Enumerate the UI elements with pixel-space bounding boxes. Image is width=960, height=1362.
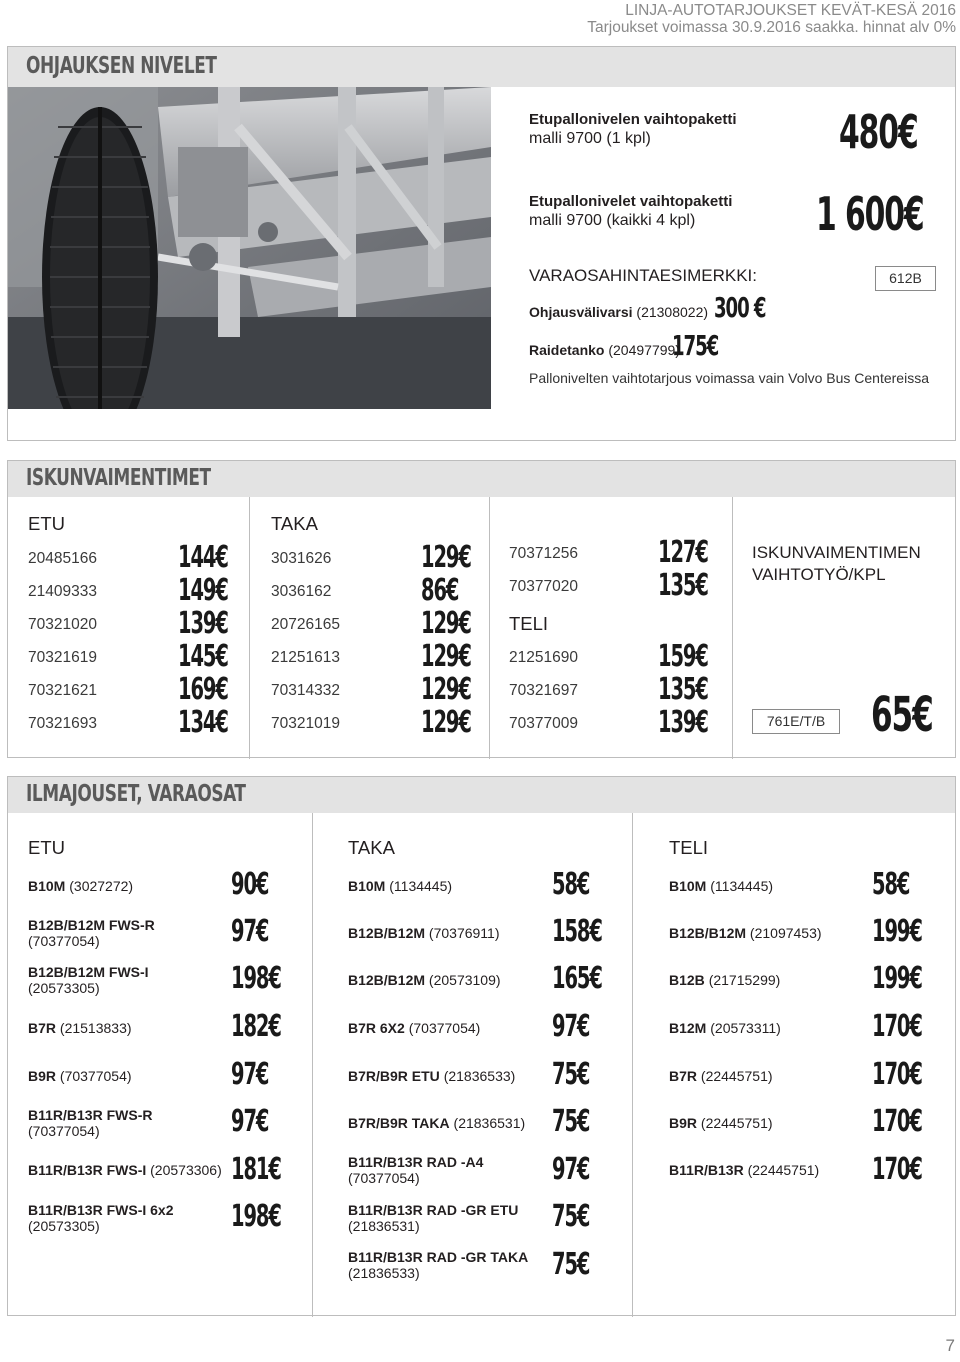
- section-title: OHJAUKSEN NIVELET: [26, 53, 217, 79]
- section-title-bar: [8, 47, 955, 87]
- campaign-title: LINJA-AUTOTARJOUKSET KEVÄT-KESÄ 2016: [625, 2, 956, 19]
- part-code: 70321621: [28, 682, 97, 699]
- list-item: B10M (3027272): [28, 878, 134, 894]
- list-item: B12B/B12M (20573109): [348, 972, 501, 988]
- part-code: 20726165: [271, 616, 340, 633]
- part-price: 144€: [178, 540, 228, 575]
- example-2-price: 175€: [672, 329, 719, 362]
- part-code: 70321019: [271, 715, 340, 732]
- item-price: 97€: [231, 1057, 269, 1092]
- item-price: 75€: [552, 1057, 590, 1092]
- work-title-line-2: VAIHTOTYÖ/KPL: [752, 565, 886, 584]
- part-price: 149€: [178, 573, 228, 608]
- item-price: 97€: [552, 1152, 590, 1187]
- list-item: B7R 6X2 (70377054): [348, 1020, 481, 1036]
- list-item: B7R/B9R TAKA (21836531): [348, 1115, 526, 1131]
- part-code: 70321693: [28, 715, 97, 732]
- example-2-name: Raidetanko: [529, 342, 605, 358]
- list-item: B11R/B13R RAD -GR ETU (21836531): [348, 1202, 519, 1234]
- code-box: 612B: [875, 266, 936, 291]
- part-price: 139€: [178, 606, 228, 641]
- chassis-photo: [8, 87, 491, 409]
- offer-1: [529, 111, 737, 148]
- item-price: 182€: [231, 1009, 281, 1044]
- item-price: 75€: [552, 1104, 590, 1139]
- list-item: B12M (20573311): [669, 1020, 781, 1036]
- part-code: 70371256: [509, 545, 578, 562]
- offer-1-name: Etupallonivelen vaihtopaketti: [529, 111, 737, 128]
- part-code: 21251690: [509, 649, 578, 666]
- item-price: 97€: [552, 1009, 590, 1044]
- item-price: 75€: [552, 1247, 590, 1282]
- item-price: 97€: [231, 1104, 269, 1139]
- example-1: [529, 304, 708, 320]
- list-item: B7R (22445751): [669, 1068, 773, 1084]
- offer-2-detail: malli 9700 (kaikki 4 kpl): [529, 212, 696, 229]
- item-price: 75€: [552, 1199, 590, 1234]
- list-item: B11R/B13R FWS-I 6x2 (20573305): [28, 1202, 174, 1234]
- item-price: 170€: [872, 1057, 922, 1092]
- item-price: 199€: [872, 914, 922, 949]
- item-price: 181€: [231, 1152, 281, 1187]
- offer-2: [529, 193, 732, 230]
- example-2-part: (20497799): [608, 342, 680, 358]
- offer-1-detail: malli 9700 (1 kpl): [529, 130, 651, 147]
- work-price: 65€: [871, 687, 933, 743]
- list-item: B12B/B12M FWS-R (70377054): [28, 917, 155, 949]
- example-1-name: Ohjausvälivarsi: [529, 304, 633, 320]
- item-price: 165€: [552, 961, 602, 996]
- section-title: ILMAJOUSET, VARAOSAT: [26, 781, 246, 807]
- section-title-bar: [8, 461, 955, 497]
- item-price: 158€: [552, 914, 602, 949]
- col-teli-label: TELI: [509, 613, 549, 634]
- part-price: 127€: [658, 535, 708, 570]
- example-1-part: (21308022): [636, 304, 709, 320]
- list-item: B11R/B13R FWS-I (20573306): [28, 1162, 222, 1178]
- part-code: 70314332: [271, 682, 340, 699]
- list-item: B12B/B12M FWS-I (20573305): [28, 964, 149, 996]
- part-price: 86€: [421, 573, 459, 608]
- section-title: ISKUNVAIMENTIMET: [26, 465, 211, 491]
- part-price: 139€: [658, 705, 708, 740]
- list-item: B9R (22445751): [669, 1115, 773, 1131]
- item-price: 170€: [872, 1104, 922, 1139]
- part-price: 135€: [658, 672, 708, 707]
- item-price: 90€: [231, 867, 269, 902]
- part-code: 21409333: [28, 583, 97, 600]
- part-price: 129€: [421, 672, 471, 707]
- part-code: 70321020: [28, 616, 97, 633]
- part-price: 129€: [421, 639, 471, 674]
- list-item: B11R/B13R RAD -GR TAKA (21836533): [348, 1249, 529, 1281]
- part-price: 145€: [178, 639, 228, 674]
- item-price: 170€: [872, 1009, 922, 1044]
- list-item: B7R (21513833): [28, 1020, 132, 1036]
- offer-2-price: 1 600€: [816, 187, 924, 241]
- example-2: [529, 342, 680, 358]
- part-price: 129€: [421, 705, 471, 740]
- page-header: [587, 2, 956, 36]
- part-price: 159€: [658, 639, 708, 674]
- item-price: 58€: [872, 867, 910, 902]
- page-number: 7: [945, 1336, 955, 1355]
- validity-note: Tarjoukset voimassa 30.9.2016 saakka. hinnat alv 0%: [587, 19, 956, 36]
- list-item: B10M (1134445): [669, 878, 774, 894]
- col-label: TELI: [669, 837, 709, 858]
- list-item: B11R/B13R RAD -A4 (70377054): [348, 1154, 484, 1186]
- part-code: 21251613: [271, 649, 340, 666]
- offer-2-name: Etupallonivelet vaihtopaketti: [529, 193, 733, 210]
- offer-1-price: 480€: [839, 105, 918, 159]
- col-label: ETU: [28, 837, 65, 858]
- part-code: 3031626: [271, 550, 332, 567]
- list-item: B10M (1134445): [348, 878, 453, 894]
- col-label: TAKA: [348, 837, 395, 858]
- list-item: B12B/B12M (21097453): [669, 925, 822, 941]
- part-price: 135€: [658, 568, 708, 603]
- item-price: 58€: [552, 867, 590, 902]
- list-item: B12B/B12M (70376911): [348, 925, 500, 941]
- part-code: 70377009: [509, 715, 578, 732]
- col-etu-label: ETU: [28, 513, 65, 534]
- item-price: 97€: [231, 914, 269, 949]
- work-code-box: 761E/T/B: [752, 709, 840, 734]
- item-price: 170€: [872, 1152, 922, 1187]
- part-code: 3036162: [271, 583, 332, 600]
- item-price: 198€: [231, 1199, 281, 1234]
- part-code: 70377020: [509, 578, 578, 595]
- steering-joints-section: [7, 46, 956, 441]
- shock-absorbers-section: [7, 460, 956, 758]
- part-code: 70321619: [28, 649, 97, 666]
- example-1-price: 300 €: [714, 291, 766, 324]
- item-price: 199€: [872, 961, 922, 996]
- item-price: 198€: [231, 961, 281, 996]
- part-code: 70321697: [509, 682, 578, 699]
- example-heading: VARAOSAHINTAESIMERKKI:: [529, 266, 757, 285]
- list-item: B11R/B13R FWS-R (70377054): [28, 1107, 153, 1139]
- col-taka-label: TAKA: [271, 513, 318, 534]
- work-title: [752, 542, 921, 586]
- part-code: 20485166: [28, 550, 97, 567]
- list-item: B7R/B9R ETU (21836533): [348, 1068, 516, 1084]
- list-item: B11R/B13R (22445751): [669, 1162, 820, 1178]
- work-title-line-1: ISKUNVAIMENTIMEN: [752, 543, 921, 562]
- part-price: 129€: [421, 606, 471, 641]
- part-price: 134€: [178, 705, 228, 740]
- part-price: 169€: [178, 672, 228, 707]
- air-springs-section: [7, 776, 956, 1316]
- list-item: B9R (70377054): [28, 1068, 132, 1084]
- validity-note-volvo: Pallonivelten vaihtotarjous voimassa vain Volvo Bus Centereissa: [529, 370, 929, 386]
- section-title-bar: [8, 777, 955, 813]
- part-price: 129€: [421, 540, 471, 575]
- list-item: B12B (21715299): [669, 972, 781, 988]
